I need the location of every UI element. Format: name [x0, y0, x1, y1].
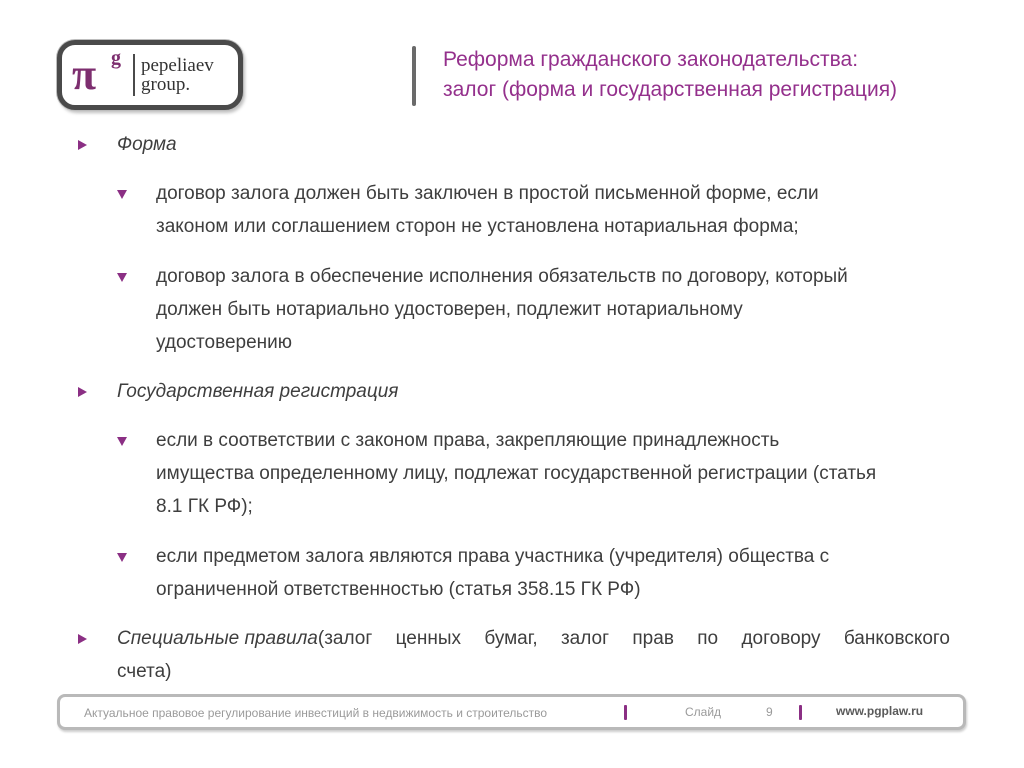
triangle-down-icon [117, 273, 127, 282]
list-item-line: если предметом залога являются права участника (учредителя) общества с [156, 546, 830, 567]
section-heading-text: Государственная регистрация [117, 381, 399, 402]
list-item-line: договор залога в обеспечение исполнения обязательств по договору, который [156, 266, 848, 287]
triangle-down-icon [117, 190, 127, 199]
logo-g-superscript: g [111, 47, 121, 69]
section-heading-special-rules [78, 622, 950, 688]
logo-word-group: group. [141, 74, 191, 95]
list-item-line: если в соответствии с законом права, закрепляющие принадлежность [156, 430, 780, 451]
triangle-right-icon [78, 140, 87, 150]
section-heading-text: Форма [117, 134, 177, 155]
triangle-right-icon [78, 634, 87, 644]
footer-divider [624, 705, 627, 720]
section-heading-text: Специальные правила [117, 628, 318, 649]
list-item-line: ограниченной ответственностью (статья 358.15 ГК РФ) [156, 579, 641, 600]
footer-slide-number: 9 [766, 705, 773, 719]
footer-slide-label: Слайд [685, 705, 722, 719]
triangle-down-icon [117, 437, 127, 446]
list-item [117, 260, 950, 359]
slide-footer [57, 694, 966, 730]
section-heading-rest: (залог ценных бумаг, залог прав по договору банковского [317, 628, 950, 649]
triangle-right-icon [78, 387, 87, 397]
triangle-down-icon [117, 553, 127, 562]
footer-caption: Актуальное правовое регулирование инвестиций в недвижимость и строительство [84, 706, 548, 720]
section-heading-rest-line-2: счета) [117, 661, 172, 682]
slide-title-line-2: залог (форма и государственная регистрация) [443, 78, 898, 101]
footer-divider [799, 705, 802, 720]
list-item-line: удостоверению [156, 332, 293, 353]
list-item [117, 424, 950, 523]
list-item-line: законом или соглашением сторон не установлена нотариальная форма; [156, 216, 799, 237]
logo-word-pepeliaev: pepeliaev [141, 55, 214, 76]
slide-title-line-1: Реформа гражданского законодательства: [443, 48, 859, 71]
footer-url-link[interactable]: www.pgplaw.ru [836, 704, 924, 718]
list-item-line: имущества определенному лицу, подлежат государственной регистрации (статья [156, 463, 877, 484]
list-item [117, 177, 950, 243]
list-item-line: должен быть нотариально удостоверен, подлежит нотариальному [156, 299, 743, 320]
section-heading-registration [78, 375, 950, 408]
section-heading-form [78, 128, 950, 161]
logo-pi-glyph: π [72, 50, 97, 99]
list-item-line: 8.1 ГК РФ); [156, 496, 253, 517]
list-item-line: договор залога должен быть заключен в простой письменной форме, если [156, 183, 819, 204]
list-item [117, 540, 950, 606]
